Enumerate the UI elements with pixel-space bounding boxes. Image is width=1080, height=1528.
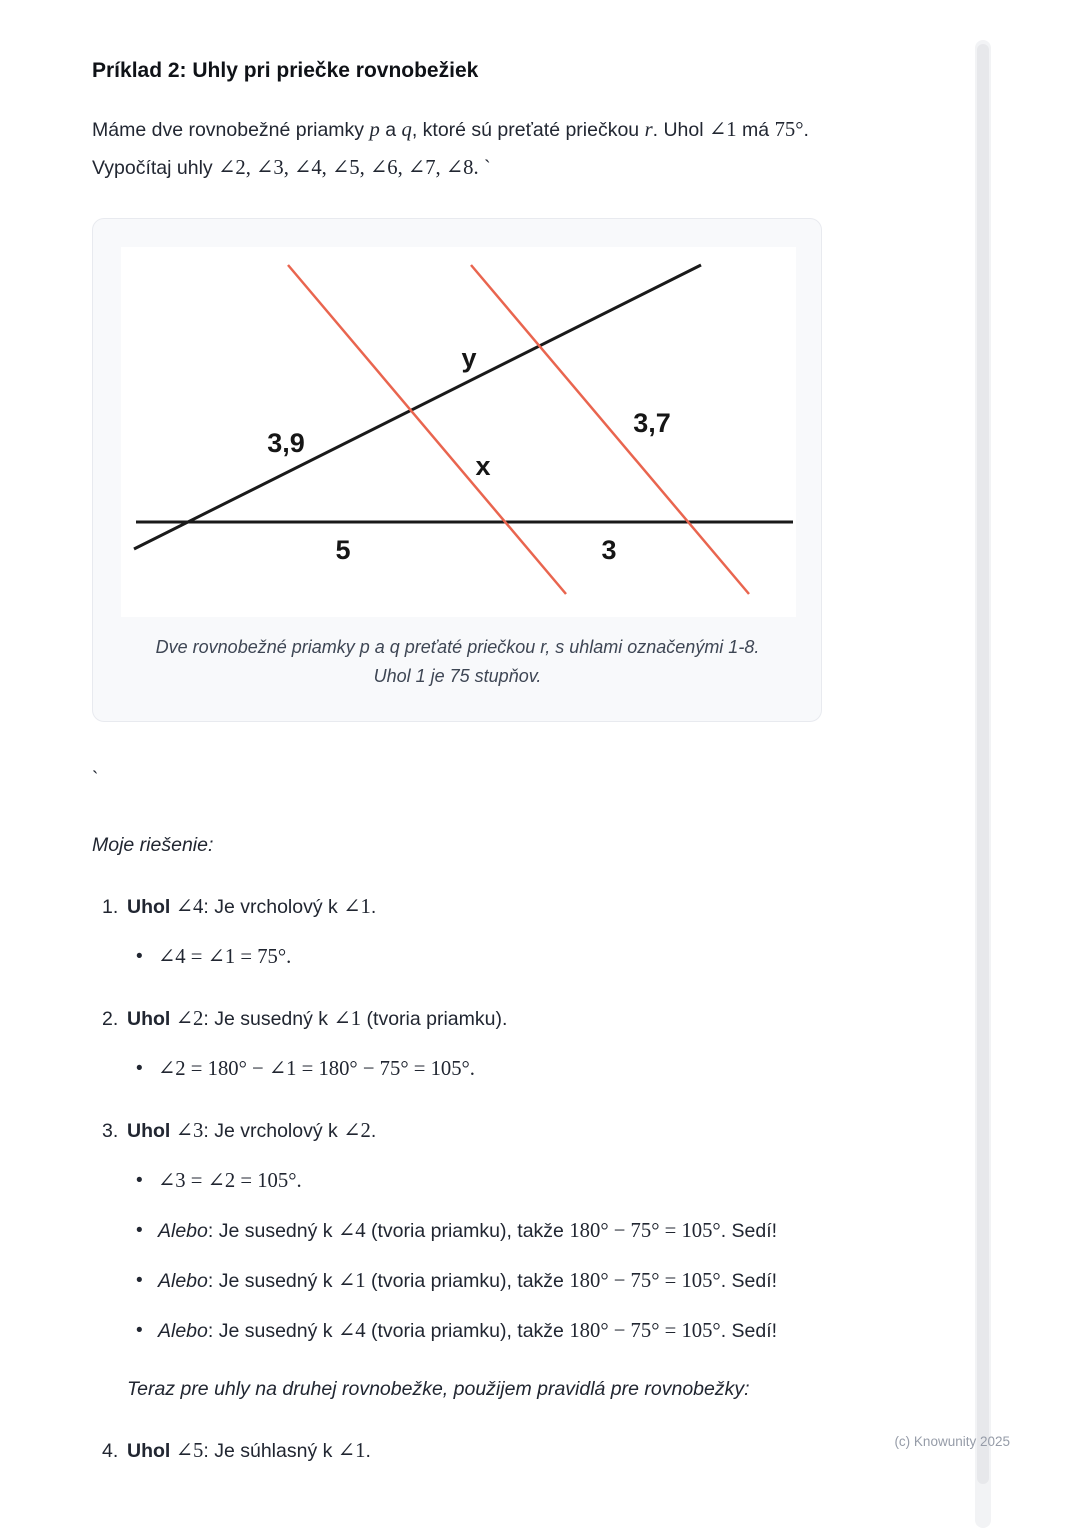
label-3-9: 3,9 [267,428,305,458]
figure-caption [121,633,794,691]
step-number: 3. [102,1120,119,1142]
bullet-text: Alebo: Je susedný k ∠1 (tvoria priamku), takže 180° − 75° = 105°. Sedí! [158,1270,778,1292]
solution-bullet [136,1166,822,1196]
bullet-icon: • [136,1170,143,1191]
label-y: y [461,343,477,373]
solution-step-2 [102,1004,822,1034]
diagram [121,247,796,617]
bullet-text: ∠3 = ∠2 = 105°. [158,1170,302,1192]
bullet-text: Alebo: Je susedný k ∠4 (tvoria priamku), takže 180° − 75° = 105°. Sedí! [158,1220,778,1242]
solution-bullet [136,1054,822,1084]
label-x: x [475,451,491,481]
step-text: Uhol ∠2: Je susedný k ∠1 (tvoria priamku). [127,1008,508,1030]
parallel-lines-diagram [121,247,796,617]
bullet-icon: • [136,1320,143,1341]
bullet-text: ∠4 = ∠1 = 75°. [158,946,292,968]
intro-paragraph: Máme dve rovnobežné priamky p a q, ktoré sú preťaté priečkou r. Uhol ∠1 má 75°. Vypočítaj uhly ∠2, ∠3, ∠4, ∠5, ∠6, ∠7, ∠8. ` [92,119,809,179]
label-3: 3 [601,535,617,565]
figure-box [92,218,822,722]
stray-backtick: ` [92,769,99,790]
solution-bullet [136,1266,822,1296]
solution-bullet [136,942,822,972]
bullet-icon: • [136,1220,143,1241]
solution-note: Teraz pre uhly na druhej rovnobežke, použijem pravidlá pre rovnobežky: [127,1378,750,1400]
step-text: Uhol ∠4: Je vrcholový k ∠1. [127,896,377,918]
solution-bullet [136,1216,822,1246]
bullet-icon: • [136,1270,143,1291]
solution-step-3 [102,1116,822,1146]
figure-caption-line2: Uhol 1 je 75 stupňov. [373,666,542,686]
solution-step-1 [102,892,822,922]
bullet-icon: • [136,1058,143,1079]
parallel-line-p [288,265,566,594]
step-number: 4. [102,1440,119,1462]
page-title: Príklad 2: Uhly pri priečke rovnobežiek [92,59,479,82]
label-5: 5 [335,535,351,565]
step-number: 2. [102,1008,119,1030]
transversal-line [134,265,701,549]
bullet-text: ∠2 = 180° − ∠1 = 180° − 75° = 105°. [158,1058,475,1080]
figure-caption-line1: Dve rovnobežné priamky p a q preťaté priečkou r, s uhlami označenými 1-8. [155,637,760,657]
label-3-7: 3,7 [633,408,671,438]
copyright-notice: (c) Knowunity 2025 [894,1434,1010,1449]
step-text: Uhol ∠5: Je súhlasný k ∠1. [127,1440,371,1462]
solution-step-4 [102,1436,822,1466]
scrollbar-thumb[interactable] [977,44,989,1484]
bullet-text: Alebo: Je susedný k ∠4 (tvoria priamku), takže 180° − 75° = 105°. Sedí! [158,1320,778,1342]
scrollbar-track[interactable] [975,40,991,1528]
solution-bullet [136,1316,822,1346]
document-content [92,0,822,1466]
solution-heading: Moje riešenie: [92,834,214,856]
bullet-icon: • [136,946,143,967]
step-text: Uhol ∠3: Je vrcholový k ∠2. [127,1120,377,1142]
step-number: 1. [102,896,119,918]
